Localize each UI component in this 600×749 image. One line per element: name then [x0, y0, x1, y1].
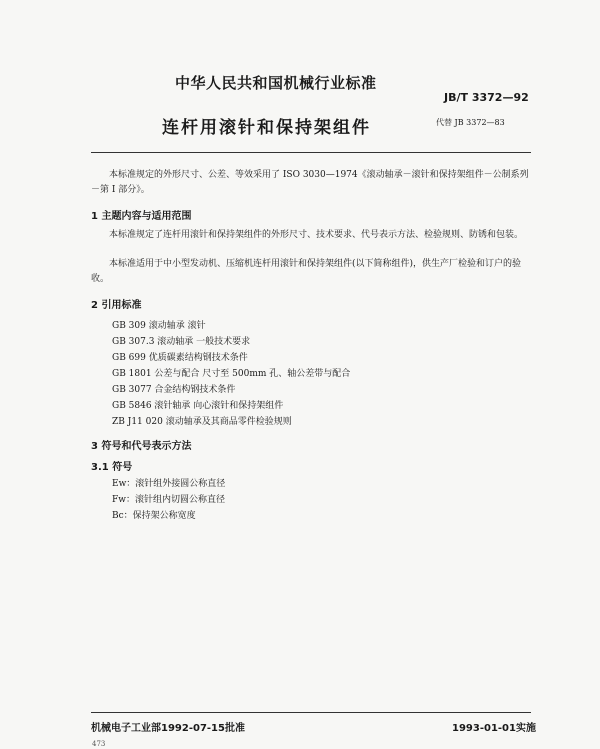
reference-item: GB 1801 公差与配合 尺寸至 500mm 孔、轴公差带与配合	[112, 369, 351, 379]
footer-rule	[91, 712, 531, 713]
implementation-date: 1993-01-01实施	[452, 723, 536, 734]
reference-item: GB 307.3 滚动轴承 一般技术要求	[112, 337, 251, 347]
standard-number: JB/T 3372—92	[444, 91, 529, 104]
reference-item: ZB J11 020 滚动轴承及其商品零件检验规则	[112, 417, 292, 427]
section-1-heading: 1 主题内容与适用范围	[91, 211, 192, 222]
symbol-item: Bc：保持架公称宽度	[112, 511, 196, 521]
symbol-item: Fw：滚针组内切圆公称直径	[112, 495, 225, 505]
reference-item: GB 699 优质碳素结构钢技术条件	[112, 353, 248, 363]
symbol-item: Ew：滚针组外接圆公称直径	[112, 479, 226, 489]
issuing-organization: 中华人民共和国机械行业标准	[175, 74, 377, 92]
section-2-heading: 2 引用标准	[91, 300, 142, 311]
section-1-paragraph-2: 本标准适用于中小型发动机、压缩机连杆用滚针和保持架组件(以下简称组件)，供生产厂检验和订户的验收。	[91, 259, 522, 284]
subsection-3-1-heading: 3.1 符号	[91, 462, 133, 473]
page-number: 473	[92, 740, 106, 748]
reference-item: GB 5846 滚针轴承 向心滚针和保持架组件	[112, 401, 284, 411]
approval-line: 机械电子工业部1992-07-15批准	[91, 723, 245, 734]
section-3-heading: 3 符号和代号表示方法	[91, 441, 192, 452]
document-title: 连杆用滚针和保持架组件	[162, 118, 371, 138]
reference-item: GB 3077 合金结构钢技术条件	[112, 385, 236, 395]
replaces-note: 代替 JB 3372—83	[436, 118, 505, 127]
reference-item: GB 309 滚动轴承 滚针	[112, 321, 206, 331]
header-rule	[91, 152, 531, 153]
section-1-paragraph-1: 本标准规定了连杆用滚针和保持架组件的外形尺寸、技术要求、代号表示方法、检验规则、防锈和包装。	[109, 230, 524, 240]
intro-paragraph: 本标准规定的外形尺寸、公差、等效采用了 ISO 3030—1974《滚动轴承－滚针和保持架组件－公制系列－第 I 部分》。	[91, 170, 529, 195]
